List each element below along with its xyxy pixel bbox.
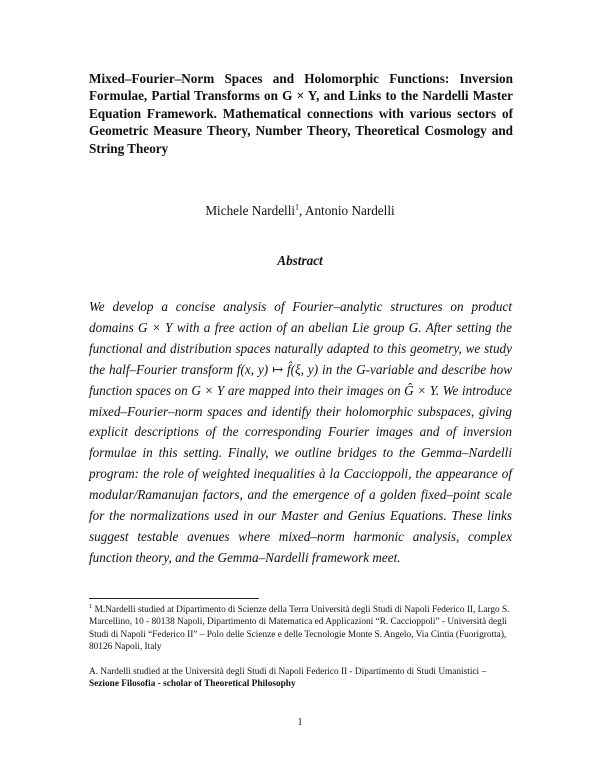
footnote-number: 1 <box>89 602 93 610</box>
abstract-text: We develop a concise analysis of Fourier–analytic structures on product domains G × Y with a free action of an abelian Lie group G. After setting the functional and distribution spaces naturally adapted to this geometry, we study the half–Fourier transform f(x, y) ↦ f̂(ξ, y) in the G-variable and describe how function spaces on G × Y are mapped into their images on Ĝ × Y. We introduce mixed–Fourier–norm spaces and identify their holomorphic subspaces, giving explicit descriptions of the corresponding Fourier images and of inversion formulae in this setting. Finally, we outline bridges to the Gemma–Nardelli program: the role of weighted inequalities à la Caccioppoli, the appearance of modular/Ramanujan factors, and the emergence of a golden fixed–point scale for the normalizations used in our Master and Genius Equations. These links suggest testable avenues where mixed–norm harmonic analysis, complex function theory, and the Gemma–Nardelli framework meet. <box>89 299 512 565</box>
author-line <box>0 203 600 219</box>
affiliation-bold-text: Sezione Filosofia - scholar of Theoretical Philosophy <box>89 679 296 690</box>
footnote <box>89 604 513 653</box>
author-antonio: Antonio Nardelli <box>304 203 395 218</box>
affiliation-text: A. Nardelli studied at the Università degli Studi di Napoli Federico II - Dipartimento di Studi Umanistici – <box>89 667 487 677</box>
author-separator: , <box>299 203 305 218</box>
affiliation-note <box>89 666 513 691</box>
footnote-divider <box>89 598 259 599</box>
paper-title: Mixed–Fourier–Norm Spaces and Holomorphic Functions: Inversion Formulae, Partial Transforms on G × Y, and Links to the Nardelli Master Equation Framework. Mathematical connections with various sectors of Geometric Measure Theory, Number Theory, Theoretical Cosmology and String Theory <box>89 71 513 156</box>
abstract-heading: Abstract <box>277 253 323 268</box>
footnote-text: M.Nardelli studied at Dipartimento di Scienze della Terra Università degli Studi di Napoli Federico II, Largo S. Marcellino, 10 - 80138 Napoli, Dipartimento di Matematica ed Applicazioni “R. Caccioppoli” - Università degli Studi di Napoli “Federico II” – Polo delle Scienze e delle Tecnologie Monte S. Angelo, Via Cintia (Fuorigrotta), 80126 Napoli, Italy <box>89 605 510 652</box>
author-michele: Michele Nardelli <box>205 203 296 218</box>
footnote-marker[interactable]: 1 <box>295 202 300 212</box>
page-number: 1 <box>297 717 303 728</box>
